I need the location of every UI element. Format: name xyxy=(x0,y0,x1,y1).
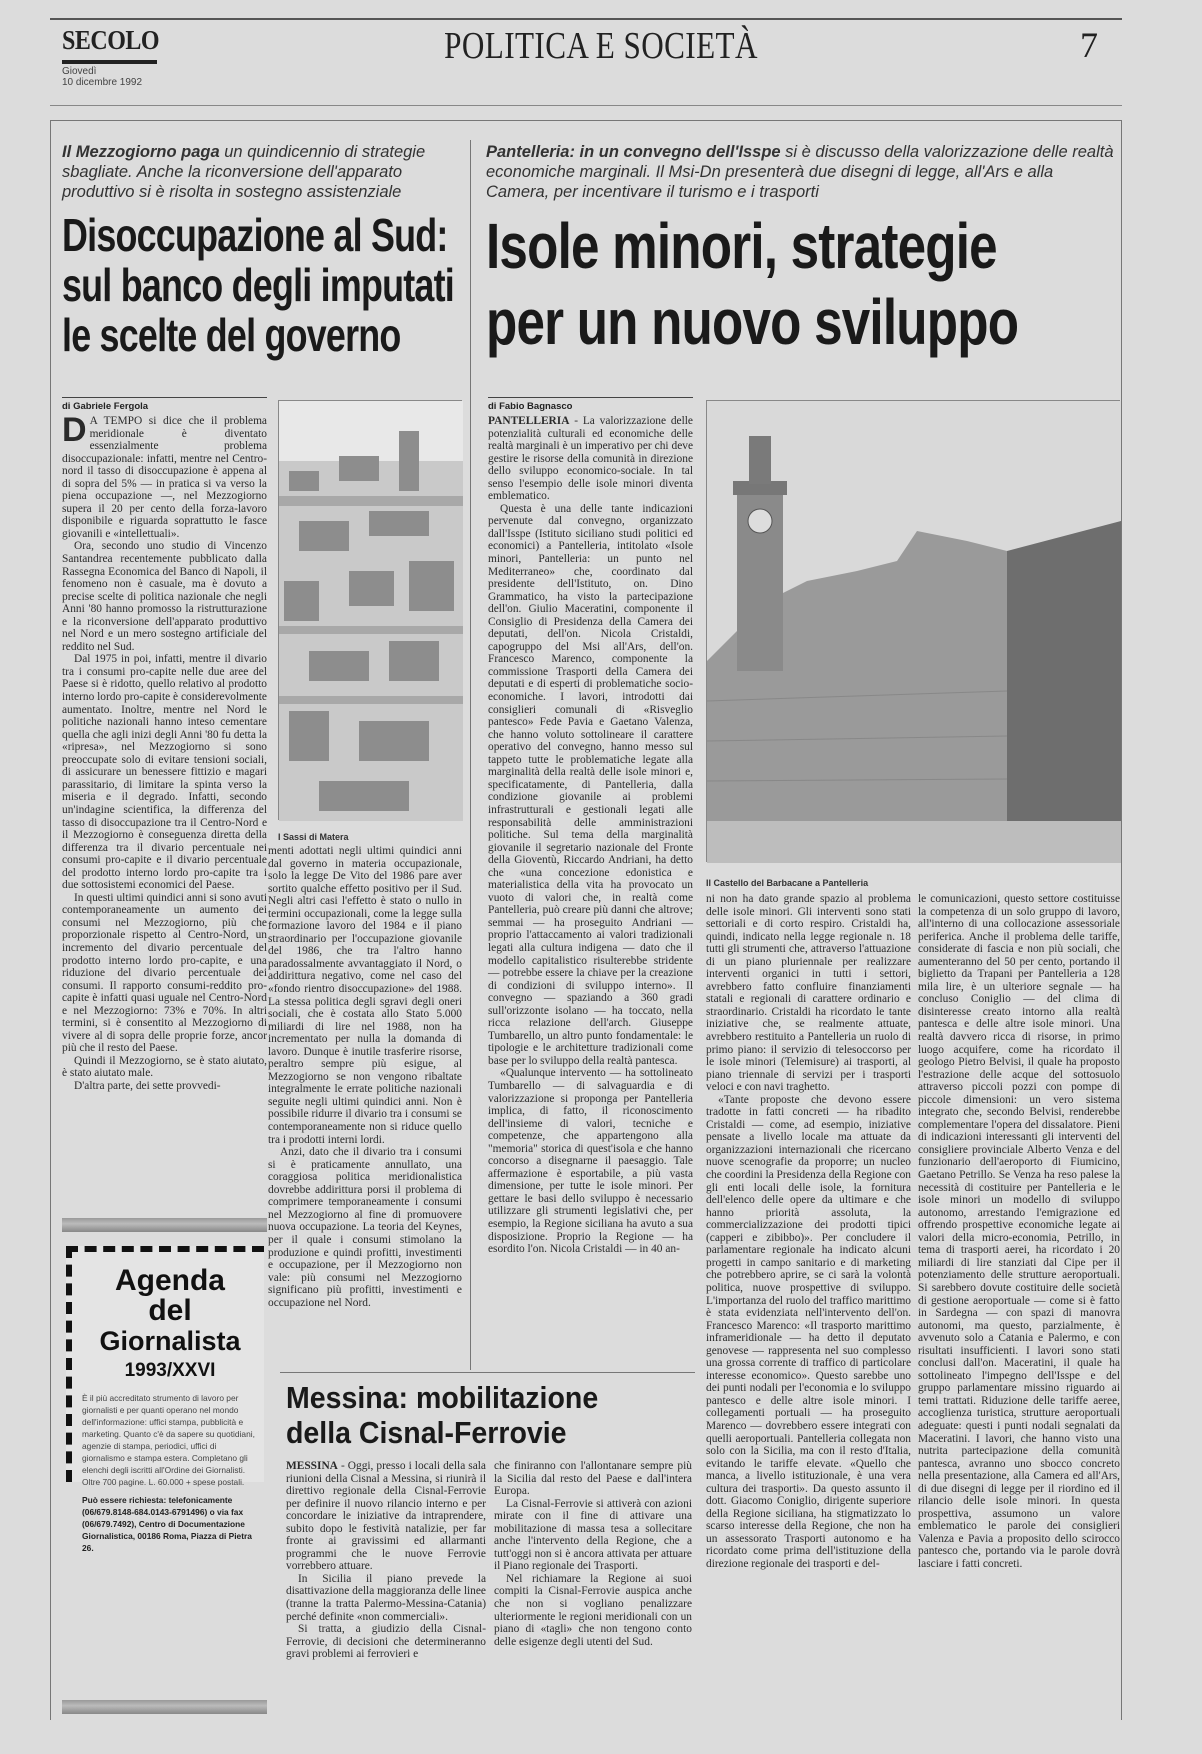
separator-bar xyxy=(62,1218,267,1232)
top-rule xyxy=(50,18,1122,20)
agenda-contact: Può essere richiesta: telefonicamente (06/679.8148-684.0143-6791496) o via fax (06/679.7492), Centro di Documentazione Giornalistica, 00186 Roma, Piazza di Pietra 26. xyxy=(82,1495,252,1553)
headline-line: per un nuovo sviluppo xyxy=(486,286,1019,358)
matera-photo xyxy=(278,400,462,820)
agenda-title-line: del xyxy=(148,1294,192,1327)
agenda-title-line: Giornalista xyxy=(99,1326,241,1356)
castle-caption: Il Castello del Barbacane a Pantelleria xyxy=(706,878,869,888)
headline-line: Disoccupazione al Sud: xyxy=(62,209,448,261)
left-article-col1: D A TEMPO si dice che il problema meridionale è diventato essenzialmente problema disoccupazionale: infatti, mentre nel Centro-nord il tasso di disoccupazione è appena al di sopra del 5% — in pratica si va verso la piena occupazione —, nel Mezzogiorno supera il 20 per cento della forza-lavoro disponibile e riguarda soprattutto le fasce giovanili e «intellettuali». Ora, secondo uno studio di Vincenzo Santandrea recentemente pubblicato dalla Rassegna Economica del Banco di Napoli, il fenomeno non è casuale, ma è dovuto a precise scelte di politica nazionale che negli Anni '80 hanno promosso la ristrutturazione e la riconversione dell'apparato produttivo nel Nord e un mero sostegno artificiale del reddito nel Sud. Dal 1975 in poi, infatti, mentre il divario tra i consumi pro-capite nelle due aree del Paese si è ridotto, quello relativo al prodotto interno lordo pro-capite è considerevolmente aumentato. Inoltre, mentre nel Nord le politiche nazionali hanno inteso cementare quella che agli inizi degli Anni '80 fu detta la «ripresa», nel Mezzogiorno si sono preoccupate solo di evitare tensioni sociali, di assicurare un benessere fittizio e magari parassitario, di limitare la spinta verso la miseria e il degrado. Infatti, secondo un'indagine scientifica, la differenza del tasso di disoccupazione tra il Centro-Nord e il Mezzogiorno è conseguenza diretta della differenza tra il divario percentuale nei consumi pro-capite e il divario percentuale del prodotto interno lordo pro-capite tra i due sottosistemi economici del Paese. In questi ultimi quindici anni si sono avuti contemporaneamente un aumento dei consumi nel Mezzogiorno, più che proporzionale rispetto al Centro-Nord, un incremento del divario percentuale del prodotto interno lordo pro-capite, e una riduzione del divario percentuale dei consumi. Il rapporto consumi-reddito pro-capite è infatti quasi uguale nel Centro-Nord e nel Mezzogiorno: 73% e 70%. In altri termini, si è consentito al Mezzogiorno di vivere al di sopra delle proprie forze, ancor più che il resto del Paese. Quindi il Mezzogiorno, se è stato aiutato, è stato aiutato male. D'altra parte, dei sette provvedi- xyxy=(62,411,267,1092)
header-rule xyxy=(50,105,1122,106)
right-article-col2: ni non ha dato grande spazio al problema delle isole minori. Gli interventi sono stati settoriali e di corto respiro. Cristaldi ha, quindi, indicato nella legge regionale n. 18 tutti gli strumenti che, attraverso l'attuazione di un piano pluriennale per realizzare interventi organici in tutti i settori, avrebbero fatto confluire finanziamenti statali e regionali di carattere ordinario e straordinario. Cristaldi ha ricordato le tante iniziative che, se realmente attuate, avrebbero restituito a Pantelleria un ruolo di primo piano: il servizio di telesoccorso per le isole minori (Telemisure) ai trasporti, al piano triennale di servizi per i trasporti veloci e con navi traghetto. «Tante proposte che devono essere tradotte in fatti concreti — ha ribadito Cristaldi — come, ad esempio, iniziative pensate a livello locale ma attuate da organizzazioni internazionali che ricercano nuove scenografie da proporre; un nucleo che coordini la Presidenza della Regione con gli enti locali delle isole, la fornitura dell'elenco delle opere da ultimare e che hanno priorità assoluta, la commercializzazione dei prodotti tipici (capperi e zibibbo)». Per concludere il parlamentare regionale ha indicato alcuni progetti in campo sanitario e di marketing che potrebbero aprire, se ci sarà la volontà politica, nuove prospettive di sviluppo. L'importanza del ruolo del traffico marittimo è stata evidenziata nell'intervento dell'on. Francesco Marenco: «Il trasporto marittimo inframeridionale — ha detto il deputato genovese — rappresenta nel suo complesso una grossa corrente di traffico di particolare interesse economico». Questo sarebbe uno dei punti nodali per l'economia e lo sviluppo pantesco e delle altre isole minori. I collegamenti portuali — ha proseguito Marenco — dovrebbero essere integrati con quelli aeroportuali. Pantelleria collegata non solo con la Sicilia, ma con il resto d'Italia, evitando le tariffe elevate. «Quello che manca, a livello istituzionale, è una vera cultura dei trasporti». Da questo assunto il dott. Giacomo Coniglio, dirigente superiore della Regione siciliana, ha stigmatizzato lo scarso interesse della Regione, che non ha un assessorato Trasporti autonomo e ha ricordato come prima dell'istituzione della direzione regionale dei trasporti e del- xyxy=(706,893,911,1570)
left-kicker: Il Mezzogiorno paga un quindicennio di strategie sbagliate. Anche la riconversione dell'apparato produttivo si è risolta in sostegno assistenziale xyxy=(62,143,426,201)
left-article-col2: menti adottati negli ultimi quindici anni dal governo in materia occupazionale, solo la legge De Vito del 1986 pare aver sortito qualche effetto positivo per il Sud. Negli altri casi l'effetto è stato o nullo in termini occupazionali, come la legge sulla formazione lavoro del 1984 e il piano straordinario per l'occupazione giovanile del 1986, che tra l'altro hanno paradossalmente avvantaggiato il Nord, o addirittura negativo, come nel caso del «fondo rientro disoccupazione» del 1988. La stessa politica degli sgravi degli oneri sociali, che è costata allo Stato 5.000 miliardi di lire nel 1988, non ha incrementato per nulla la domanda di lavoro. Dunque è inutile trasferire risorse, peraltro sempre più esigue, al Mezzogiorno se non vengono ribaltate integralmente le errate politiche nazionali seguite negli ultimi quindici anni. Non è possibile ridurre il divario tra i consumi se contemporaneamente non si riduce quello tra i prodotti interni lordi. Anzi, dato che il divario tra i consumi si è praticamente annullato, una coraggiosa politica meridionalistica dovrebbe addirittura porsi il problema di comprimere temporaneamente i consumi nel Mezzogiorno al fine di promuovere nuova occupazione. La teoria del Keynes, per il quale i consumi stimolano la produzione e quindi profitti, investimenti e occupazione, per il Mezzogiorno non vale: più consumi nel Mezzogiorno significano più profitti, investimenti e occupazione nel Nord. xyxy=(268,845,462,1309)
messina-col2: che finiranno con l'allontanare sempre più la Sicilia dal resto del Paese e dall'intera Europa. La Cisnal-Ferrovie si attiverà con azioni mirate con il fine di attivare una mobilitazione di massa tesa a sollecitare anche l'intervento della Regione, che a tutt'oggi non si è ancora attivata per attuare il Piano regionale dei Trasporti. Nel richiamare la Regione ai suoi compiti la Cisnal-Ferrovie auspica anche che non si vogliano penalizzare ulteriormente le regioni meridionali con un piano di «tagli» che non tengono conto delle esigenze degli utenti del Sud. xyxy=(494,1460,692,1648)
issue-day: Giovedì xyxy=(62,66,97,77)
messina-top-rule xyxy=(280,1372,695,1373)
dateline: MESSINA xyxy=(286,1460,338,1472)
headline-line: Isole minori, strategie xyxy=(486,210,997,282)
masthead-logo: SECOLO xyxy=(62,26,160,56)
drop-cap: D xyxy=(62,411,87,449)
messina-col1: MESSINA - Oggi, presso i locali della sala riunioni della Cisnal a Messina, si riunirà il direttivo regionale della Cisnal-Ferrovie per definire il nuovo rilancio interno e per concordare le iniziative da intraprendere, subito dopo le festività natalizie, per far fronte ai gravissimi ed allarmanti programmi che le nuove Ferrovie vorrebbero attuare. In Sicilia il piano prevede la disattivazione della maggioranza delle linee (tranne la tratta Palermo-Messina-Catania) perché definite «non commerciali». Si tratta, a giudizio della Cisnal-Ferrovie, di decisioni che determineranno gravi problemi ai ferrovieri e xyxy=(286,1460,486,1661)
headline-line: le scelte del governo xyxy=(62,309,401,361)
agenda-advertisement[interactable] xyxy=(66,1246,264,1553)
right-kicker: Pantelleria: in un convegno dell'Isspe si è discusso della valorizzazione delle realtà economiche marginali. Il Msi-Dn presenterà due disegni di legge, all'Ars e alla Camera, per incentivare il turismo e i trasporti xyxy=(486,143,1114,201)
right-article-col1: PANTELLERIA - La valorizzazione delle potenzialità culturali ed economiche delle realtà marginali è un imperativo per chi deve gestire le risorse della comunità in direzione dello sviluppo economico-sociale. In tal senso l'esempio delle isole minori diventa emblematico. Questa è una delle tante indicazioni pervenute dal convegno, organizzato dall'Isspe (Istituto siciliano studi politici ed economici) a Pantelleria, intitolato «Isole minori, Pantelleria: un punto nel Mediterraneo» che, coordinato dal presidente dell'Istituto, on. Dino Grammatico, ha visto la partecipazione dell'on. Giulio Maceratini, componente il Consiglio di Presidenza della Camera dei deputati, dell'on. Nicola Cristaldi, capogruppo del Msi all'Ars, dell'on. Francesco Marenco, componente la commissione Trasporti della Camera dei deputati e di esperti di problematiche socio-economiche. I lavori, introdotti dai consiglieri comunali di «Risveglio pantesco» Fede Pavia e Gaetano Valenza, che hanno voluto sottolineare il carattere operativo del convegno, hanno messo sul tappeto tutte le problematiche legate alla marginalità della realtà delle isole minori e, specificatamente, di Pantelleria, dalla condizione giovanile ai problemi infrastrutturali e gestionali legati alle responsabilità delle amministrazioni politiche. Sul tema della marginalità giovanile il segretario nazionale del Fronte della Gioventù, Riccardo Andriani, ha detto che «una concezione edonistica e materialistica della vita ha provocato un vuoto di valori che, in realtà come Pantelleria, può creare più danni che altrove; semmai — ha proseguito Andriani — proprio l'attaccamento ai valori tradizionali legati alla cultura indigena — dato che il modello capitalistico risulterebbe stridente — potrebbe essere la chiave per la creazione di condizioni di sviluppo interno». Il convegno — spaziando a 360 gradi sull'orizzonte isolano — ha toccato, nella ricca relazione dell'arch. Giuseppe Tumbarello, un altro punto fondamentale: le tipologie e le architetture tradizionali come base per lo sviluppo della realtà pantesca. «Qualunque intervento — ha sottolineato Tumbarello — di salvaguardia e di valorizzazione si proponga per Pantelleria implica, di fatto, il riconoscimento dell'insieme di valori, tecniche e competenze, che appartengono alla "memoria" storica di quest'isola e che hanno concorso a disegnarne il paesaggio. Tale affermazione è esportabile, a più vasta dimensione, per tutte le isole minori. Per gettare le basi dello sviluppo è necessario utilizzare gli strumenti legislativi che, per esempio, la Regione siciliana ha avuto a sua disposizione. Proprio la Regione — ha esordito l'on. Nicola Cristaldi — in 40 an- xyxy=(488,415,693,1256)
castle-photo xyxy=(706,400,1120,862)
dateline: PANTELLERIA xyxy=(488,415,570,427)
messina-headline xyxy=(286,1380,625,1450)
right-byline: di Fabio Bagnasco xyxy=(488,397,693,412)
section-title: POLITICA E SOCIETÀ xyxy=(444,25,758,67)
headline-line: sul banco degli imputati xyxy=(62,259,454,311)
matera-image xyxy=(279,401,463,821)
right-headline xyxy=(486,208,1151,360)
left-byline: di Gabriele Fergola xyxy=(62,397,267,412)
page-number: 7 xyxy=(1080,25,1098,65)
right-article-col3: le comunicazioni, questo settore costituisse la competenza di un solo gruppo di lavoro, all'interno di una collocazione assessoriale periferica. Anche il problema delle tariffe, considerate di fascia e non più sociali, che aumenteranno del 50 per cento, portando il biglietto da Trapani per Pantelleria a 128 mila lire, è un ulteriore segnale — ha concluso Coniglio — del clima di disinteresse creato intorno alla realtà pantesca e delle altre isole minori. Una realtà davvero ricca di risorse, in primo luogo acquifere, come ha ricordato il geologo Pietro Belvisi, il quale ha proposto l'estrazione delle acque del sottosuolo attraverso piccoli pozzi con pompe di piccole dimensioni: un vero sistema integrato che, secondo Belvisi, renderebbe complementare l'opera del dissalatore. Pieni di indicazioni interessanti gli interventi del consigliere provinciale Alberto Venza e del funzionario dell'aeroporto di Fiumicino, Gaetano Petrillo. Se Venza ha reso palese la necessità di costituire per Pantelleria e le isole minori un modello di sviluppo autonomo, arrestando l'emigrazione ed offrendo prospettive economiche legate ai valori della micro-economia, Petrillo, in tema di trasporti aerei, ha ricordato i 20 miliardi di lire stanziati dal Cipe per il potenziamento delle strutture aeroportuali. Si sarebbero dovute costituire delle società di gestione aeroportuale — come si è fatto in Sardegna — con spazi di manovra autonomi, ma questo, parzialmente, è avvenuto solo a Catania e Palermo, e con risultati insufficienti. I lavori sono stati conclusi dall'on. Maceratini, il quale ha sottolineato l'impegno dell'Isspe e del gruppo parlamentare missino riguardo ai temi trattati. Riduzione delle tariffe aeree, accoglienza turistica, strutture aeroportuali adeguate: questi i punti nodali segnalati da Maceratini. I lavori, che hanno visto una nutrita partecipazione della comunità pantesca, avranno uno sbocco concreto nella presentazione, alla Camera ed all'Ars, di due disegni di legge per il riordino ed il rilancio delle isole minori. In questa prospettiva, assumono un valore emblematico le parole dei consiglieri Valenza e Pavia a proposito dello scirocco pantesco che, portando via le parole dovrà lasciare i fatti concreti. xyxy=(918,893,1120,1570)
headline-line: della Cisnal-Ferrovie xyxy=(286,1415,567,1450)
castle-image xyxy=(707,401,1121,863)
separator-bar-bottom xyxy=(62,1700,267,1714)
issue-date xyxy=(62,66,142,88)
issue-date-text: 10 dicembre 1992 xyxy=(62,77,143,88)
matera-caption: I Sassi di Matera xyxy=(278,832,349,842)
agenda-description: È il più accreditato strumento di lavoro per giornalisti e per quanti operano nel mondo dell'informazione: uffici stampa, pubblicità e marketing. Quanto c'è da sapere su quotidiani, agenzie di stampa, periodici, uffici di giornalismo e stampa estera. Completano gli elenchi degli iscritti all'Ordine dei Giornalisti. Oltre 700 pagine. L. 60.000 + spese postali. xyxy=(82,1393,255,1487)
agenda-title-line: Agenda xyxy=(114,1264,225,1297)
agenda-edition: 1993/XXVI xyxy=(124,1360,216,1381)
headline-line: Messina: mobilitazione xyxy=(286,1380,599,1415)
